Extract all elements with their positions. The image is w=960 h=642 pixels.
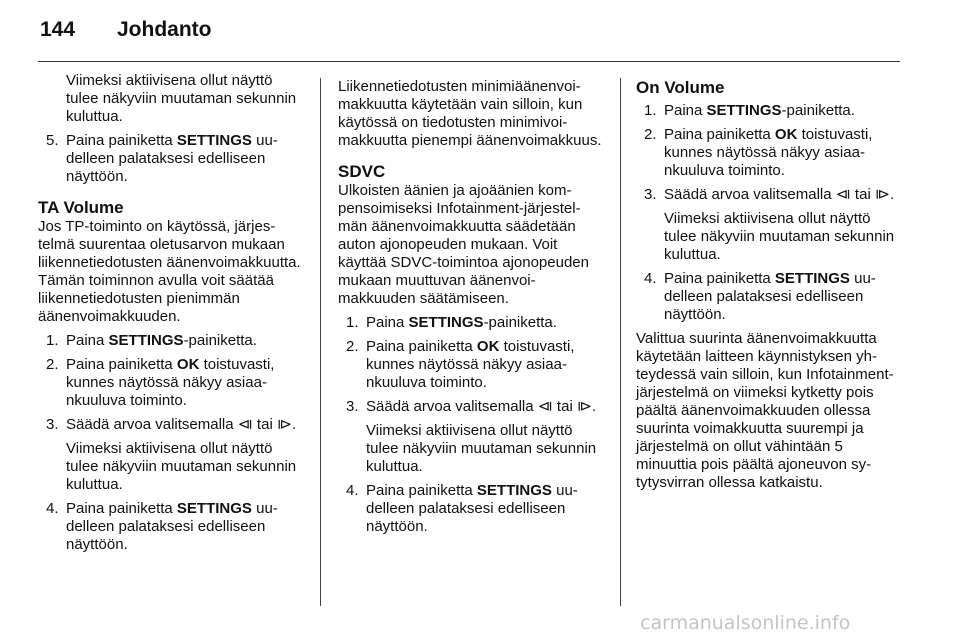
header-rule — [38, 61, 900, 62]
step-text: Paina painiketta — [664, 126, 775, 143]
section-title: Johdanto — [117, 18, 212, 41]
step-text: Paina painiketta — [664, 270, 775, 287]
step-item — [38, 500, 306, 554]
step-text: Säädä arvoa valitsemalla ⧏ tai ⧐. — [66, 416, 297, 433]
column-divider — [620, 78, 621, 606]
step-item — [38, 416, 306, 494]
step-text: Paina painiketta — [366, 338, 477, 355]
step-item — [636, 186, 902, 264]
step-text: uudelleen palataksesi edelliseen näyttöön. — [66, 500, 278, 553]
sdvc-step-list — [338, 314, 603, 536]
step-text: -painiketta. — [781, 102, 855, 119]
step-number: 3. — [46, 416, 59, 433]
continued-step-list — [38, 132, 306, 186]
continued-paragraph: Viimeksi aktiivisena ollut näyttö tulee näkyviin muutaman sekunnin kuluttua. — [66, 72, 297, 125]
button-name: OK — [476, 338, 500, 355]
step-number: 5. — [46, 132, 59, 149]
on-volume-step-list — [636, 102, 902, 324]
button-name: SETTINGS — [476, 482, 552, 499]
step-text: Säädä arvoa valitsemalla ⧏ tai ⧐. — [366, 398, 597, 415]
step-text: Paina painiketta — [66, 500, 177, 517]
intro-paragraph: Liikennetiedotusten minimiäänenvoimakkuutta käytetään vain silloin, kun käytössä on tiedotusten minimivoimakkuutta pienempi äänenvoimakkuus. — [338, 78, 602, 149]
step-item — [636, 270, 902, 324]
step-number: 1. — [644, 102, 657, 119]
step-number: 3. — [346, 398, 359, 415]
step-text: uudelleen palataksesi edelliseen näyttöön. — [66, 132, 278, 185]
step-number: 4. — [644, 270, 657, 287]
button-name: OK — [774, 126, 798, 143]
watermark: carmanualsonline.info — [640, 612, 851, 634]
column-3 — [636, 78, 902, 498]
step-text: Säädä arvoa valitsemalla ⧏ tai ⧐. — [664, 186, 895, 203]
button-name: SETTINGS — [176, 500, 252, 517]
step-text: -painiketta. — [483, 314, 557, 331]
ta-step-list — [38, 332, 306, 554]
step-number: 4. — [346, 482, 359, 499]
step-text: Paina painiketta — [66, 356, 177, 373]
column-2 — [338, 78, 603, 542]
step-number: 4. — [46, 500, 59, 517]
step-text: uudelleen palataksesi edelliseen näyttöön. — [366, 482, 578, 535]
step-note: Viimeksi aktiivisena ollut näyttö tulee näkyviin muutaman sekunnin kuluttua. — [664, 210, 895, 263]
column-1 — [38, 72, 306, 560]
step-item — [38, 132, 306, 186]
heading-ta-volume: TA Volume — [38, 198, 124, 217]
step-number: 1. — [346, 314, 359, 331]
step-item — [338, 314, 603, 332]
step-item — [38, 332, 306, 350]
button-name: OK — [176, 356, 200, 373]
button-name: SETTINGS — [176, 132, 252, 149]
heading-sdvc: SDVC — [338, 162, 386, 181]
sdvc-paragraph: Ulkoisten äänien ja ajoäänien kompensoimiseksi Infotainment-järjestelmän äänenvoimakkuutta säädetään auton ajonopeuden mukaan. Voit käyttää SDVC-toimintoa ajonopeuden mukaan muuttuvan äänenvoimakkuuden säätämiseen. — [338, 182, 589, 307]
step-number: 2. — [46, 356, 59, 373]
step-item — [636, 102, 902, 120]
step-item — [338, 482, 603, 536]
button-name: SETTINGS — [408, 314, 484, 331]
step-text: Paina painiketta — [66, 132, 177, 149]
step-text: Paina — [664, 102, 707, 119]
step-text: Paina — [366, 314, 409, 331]
button-name: SETTINGS — [108, 332, 184, 349]
step-text: Paina painiketta — [366, 482, 477, 499]
step-note: Viimeksi aktiivisena ollut näyttö tulee näkyviin muutaman sekunnin kuluttua. — [366, 422, 597, 475]
column-divider — [320, 78, 321, 606]
step-item — [38, 356, 306, 410]
step-text: toistuvasti, kunnes näytössä näkyy asiaankuuluva toiminto. — [664, 126, 873, 179]
step-item — [636, 126, 902, 180]
ta-paragraph: Jos TP-toiminto on käytössä, järjestelmä suurentaa oletusarvon mukaan liikennetiedotusten äänenvoimakkuutta. Tämän toiminnon avulla voit säätää liikennetiedotusten pienimmän äänenvoimakkuuden. — [38, 218, 301, 325]
button-name: SETTINGS — [706, 102, 782, 119]
button-name: SETTINGS — [774, 270, 850, 287]
step-text: Paina — [66, 332, 109, 349]
step-text: toistuvasti, kunnes näytössä näkyy asiaankuuluva toiminto. — [66, 356, 275, 409]
step-text: toistuvasti, kunnes näytössä näkyy asiaankuuluva toiminto. — [366, 338, 575, 391]
step-item — [338, 338, 603, 392]
step-number: 3. — [644, 186, 657, 203]
step-text: -painiketta. — [183, 332, 257, 349]
page-number: 144 — [40, 18, 76, 41]
step-text: uudelleen palataksesi edelliseen näyttöön. — [664, 270, 876, 323]
step-note: Viimeksi aktiivisena ollut näyttö tulee näkyviin muutaman sekunnin kuluttua. — [66, 440, 297, 493]
outro-paragraph: Valittua suurinta äänenvoimakkuutta käytetään laitteen käynnistyksen yhteydessä vain silloin, kun Infotainment-järjestelmä on viimeksi kytketty pois päältä äänenvoimakkuuden ollessa suurinta voimakkuutta suurempi ja järjestelmä on ollut vähintään 5 minuuttia pois päältä ajoneuvon sytytysvirran ollessa katkaistu. — [636, 330, 894, 491]
step-number: 1. — [46, 332, 59, 349]
step-number: 2. — [346, 338, 359, 355]
step-item — [338, 398, 603, 476]
heading-on-volume: On Volume — [636, 78, 725, 97]
step-number: 2. — [644, 126, 657, 143]
